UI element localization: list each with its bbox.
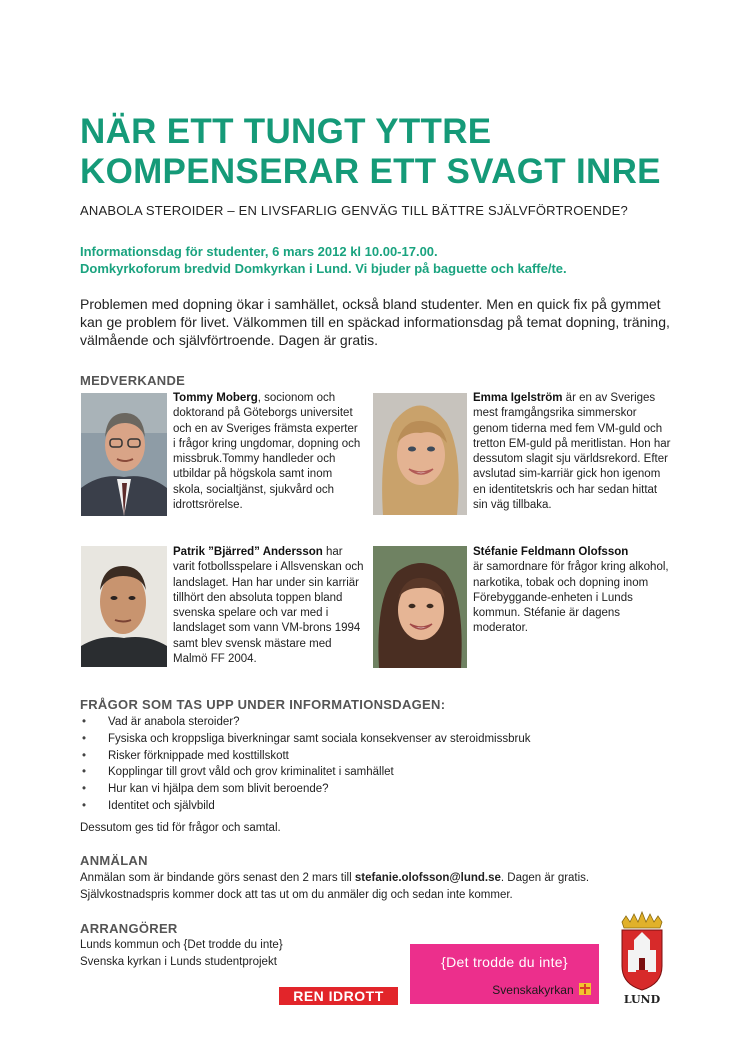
lund-label: LUND <box>623 993 661 1006</box>
svenska-kyrkan-text: Svenskakyrkan <box>492 983 591 997</box>
bio-tommy <box>173 391 363 513</box>
photo-patrik <box>81 546 167 667</box>
title-line-2: KOMPENSERAR ETT SVAGT INRE <box>80 152 661 191</box>
title-line-1: NÄR ETT TUNGT YTTRE <box>80 112 492 151</box>
organizer-line-1: Lunds kommun och {Det trodde du inte} <box>80 939 283 951</box>
bio-name: Emma Igelström <box>473 392 563 404</box>
photo-stefanie <box>373 546 467 668</box>
registration-line-2: Självkostnadspris kommer dock att tas ut om du anmäler dig och sedan inte kommer. <box>80 888 513 901</box>
list-item: • Vad är anabola steroider? <box>80 714 700 731</box>
list-item: • Hur kan vi hjälpa dem som blivit beroende? <box>80 781 700 798</box>
photo-tommy <box>81 393 167 516</box>
registration-text-before: Anmälan som är bindande görs senast den 2 mars till <box>80 872 355 884</box>
list-item: • Fysiska och kroppsliga biverkningar samt sociala konsekvenser av steroidmissbruk <box>80 731 700 748</box>
ren-idrott-logo: REN IDROTT <box>279 987 398 1005</box>
bio-name: Tommy Moberg <box>173 392 258 404</box>
registration-heading: ANMÄLAN <box>80 853 148 868</box>
participants-heading: MEDVERKANDE <box>80 373 186 388</box>
det-trodde-du-inte-logo <box>410 944 599 1004</box>
questions-heading: FRÅGOR SOM TAS UPP UNDER INFORMATIONSDAGEN: <box>80 697 446 712</box>
bio-text: är samordnare för frågor kring alkohol, narkotika, tobak och dopning inom Förebyggande-enheten i Lunds kommun. Stéfanie är dagens moderator. <box>473 561 669 635</box>
bio-name: Stéfanie Feldmann Olofsson <box>473 546 629 558</box>
bio-name: Patrik ”Bjärred” Andersson <box>173 546 323 558</box>
list-item: • Risker förknippade med kosttillskott <box>80 748 700 765</box>
registration-text <box>80 870 700 904</box>
bio-patrik <box>173 545 365 667</box>
bio-text: är en av Sveriges mest framgångsrika simmerskor genom tiderna med fem VM-guld och tretton EM-guld på meritlistan. Hon har dessutom slagit sju världsrekord. Efter avslutad sim-karriär gick hon igenom en identitetskris och har sedan hittat sin väg tillbaka. <box>473 392 671 512</box>
list-item: • Identitet och självbild <box>80 798 700 815</box>
cross-icon <box>579 983 591 995</box>
event-info <box>80 243 567 277</box>
subtitle: ANABOLA STEROIDER – EN LIVSFARLIG GENVÄG TILL BÄTTRE SJÄLVFÖRTROENDE? <box>80 203 628 218</box>
page-title <box>80 112 661 192</box>
organizers-text <box>80 937 283 971</box>
bio-stefanie <box>473 545 673 637</box>
intro-text: Problemen med dopning ökar i samhället, också bland studenter. Men en quick fix på gymmet kan ge problem för livet. Välkommen till en späckad informationsdag på temat dopning, träning, välmående och självförtroende. Dagen är gratis. <box>80 296 670 348</box>
list-item: • Kopplingar till grovt våld och grov kriminalitet i samhället <box>80 764 700 781</box>
event-info-line-2: Domkyrkoforum bredvid Domkyrkan i Lund. Vi bjuder på baguette och kaffe/te. <box>80 261 567 276</box>
dtdi-text: {Det trodde du inte} <box>441 954 568 970</box>
event-info-line-1: Informationsdag för studenter, 6 mars 2012 kl 10.00-17.00. <box>80 244 438 259</box>
organizers-heading: ARRANGÖRER <box>80 921 178 936</box>
photo-emma <box>373 393 467 515</box>
bio-text: , socionom och doktorand på Göteborgs universitet och en av Sveriges främsta experter i frågor kring ungdomar, dopning och missbruk.Tommy handleder och utbildar på högskola samt inom skola, socialtjänst, sjukvård och idrottsrörelse. <box>173 392 361 512</box>
questions-footer: Dessutom ges tid för frågor och samtal. <box>80 822 281 834</box>
registration-email-link[interactable]: stefanie.olofsson@lund.se <box>354 872 501 884</box>
bio-emma <box>473 391 673 513</box>
organizer-line-2: Svenska kyrkan i Lunds studentprojekt <box>80 955 277 968</box>
registration-text-after: . Dagen är gratis. <box>500 872 590 884</box>
bio-text: har varit fotbollsspelare i Allsvenskan och landslaget. Han har under sin karriär tillhört den absoluta toppen bland svenska spelare och var med i landslaget som vann VM-brons 1994 samt blev svensk mästare med Malmö FF 2004. <box>173 546 364 666</box>
questions-list <box>80 714 700 815</box>
